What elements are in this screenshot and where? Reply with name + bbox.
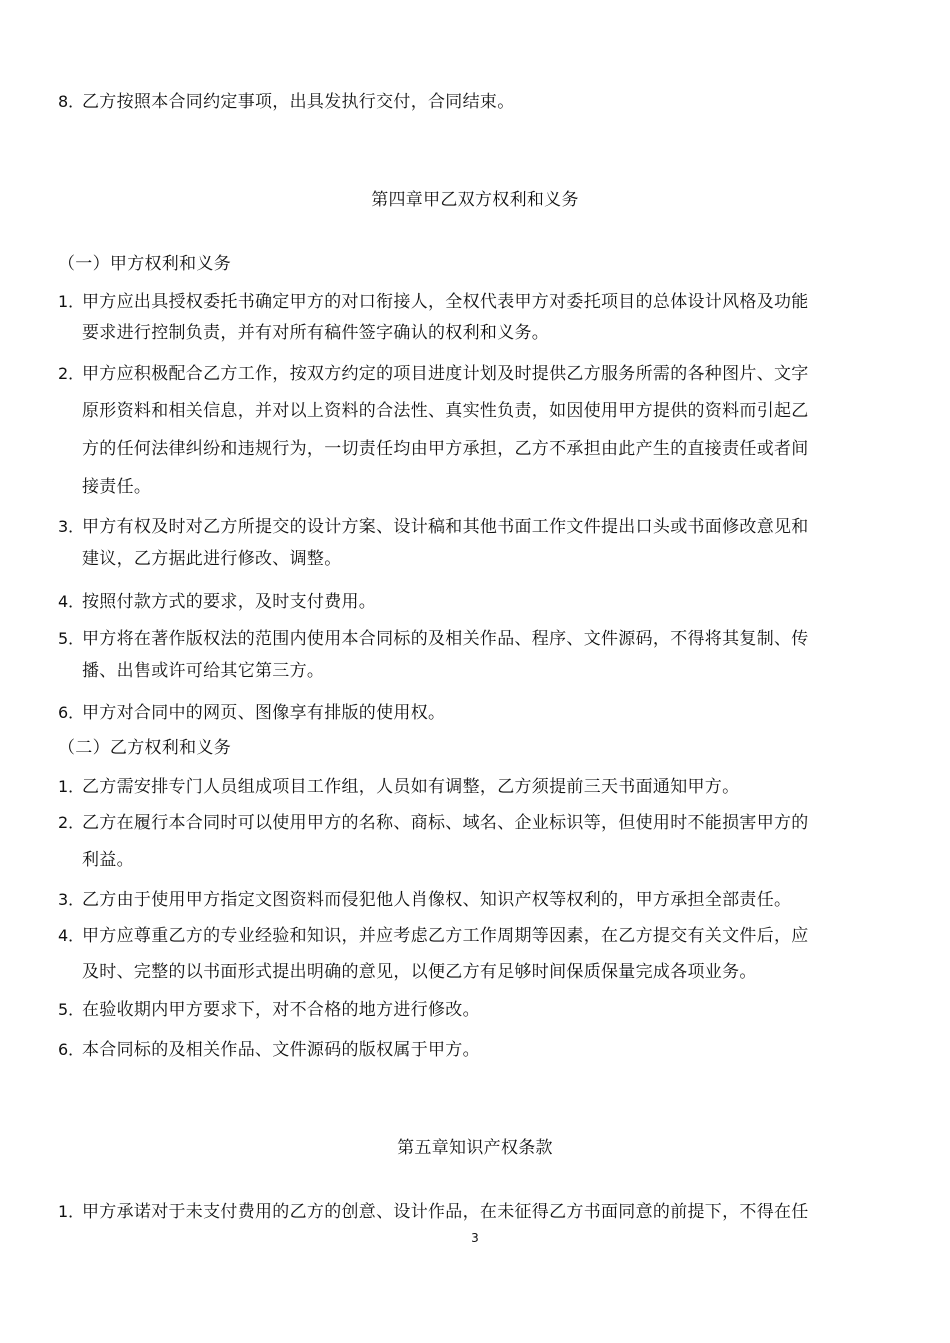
page-number: 3 — [471, 1231, 479, 1245]
item-text-line: 甲方应尊重乙方的专业经验和知识，并应考虑乙方工作周期等因素，在乙方提交有关文件后，应 — [82, 926, 809, 946]
chapter-heading: 第五章知识产权条款 — [397, 1138, 553, 1158]
item-text-line: 建议，乙方据此进行修改、调整。 — [82, 549, 342, 569]
item-number: 3． — [58, 890, 85, 909]
item-number: 1． — [58, 1202, 85, 1221]
item-text-line: 甲方对合同中的网页、图像享有排版的使用权。 — [82, 703, 446, 723]
item-number: 2． — [58, 364, 85, 383]
section-heading: （二）乙方权利和义务 — [58, 738, 231, 758]
item-text-line: 乙方在履行本合同时可以使用甲方的名称、商标、域名、企业标识等，但使用时不能损害甲方的 — [82, 813, 809, 833]
item-text: 乙方按照本合同约定事项，出具发执行交付，合同结束。 — [82, 92, 515, 112]
item-number: 4． — [58, 926, 85, 945]
item-text-line: 甲方承诺对于未支付费用的乙方的创意、设计作品，在未征得乙方书面同意的前提下，不得在任 — [82, 1202, 809, 1222]
item-number: 5． — [58, 629, 85, 648]
item-number: 5． — [58, 1000, 85, 1019]
item-text-line: 甲方应积极配合乙方工作，按双方约定的项目进度计划及时提供乙方服务所需的各种图片、文字 — [82, 364, 809, 384]
item-text-line: 及时、完整的以书面形式提出明确的意见，以便乙方有足够时间保质保量完成各项业务。 — [82, 962, 757, 982]
item-text-line: 方的任何法律纠纷和违规行为，一切责任均由甲方承担，乙方不承担由此产生的直接责任或者间 — [82, 439, 809, 459]
chapter-heading: 第四章甲乙双方权利和义务 — [371, 190, 579, 210]
item-text-line: 播、出售或许可给其它第三方。 — [82, 661, 325, 681]
item-number: 1． — [58, 292, 85, 311]
item-text-line: 甲方将在著作版权法的范围内使用本合同标的及相关作品、程序、文件源码，不得将其复制、传 — [82, 629, 809, 649]
section-heading: （一）甲方权利和义务 — [58, 254, 231, 274]
item-number: 8． — [58, 92, 85, 111]
item-text-line: 按照付款方式的要求，及时支付费用。 — [82, 592, 377, 612]
item-text-line: 要求进行控制负责，并有对所有稿件签字确认的权利和义务。 — [82, 323, 550, 343]
item-text-line: 原形资料和相关信息，并对以上资料的合法性、真实性负责，如因使用甲方提供的资料而引起乙 — [82, 401, 809, 421]
item-number: 6． — [58, 1040, 85, 1059]
item-number: 1． — [58, 777, 85, 796]
item-number: 4． — [58, 592, 85, 611]
item-text-line: 接责任。 — [82, 477, 152, 497]
item-text-line: 甲方应出具授权委托书确定甲方的对口衔接人，全权代表甲方对委托项目的总体设计风格及功能 — [82, 292, 809, 312]
item-text-line: 本合同标的及相关作品、文件源码的版权属于甲方。 — [82, 1040, 480, 1060]
item-number: 2． — [58, 813, 85, 832]
item-text-line: 乙方需安排专门人员组成项目工作组，人员如有调整，乙方须提前三天书面通知甲方。 — [82, 777, 740, 797]
item-text-line: 在验收期内甲方要求下，对不合格的地方进行修改。 — [82, 1000, 480, 1020]
item-text-line: 利益。 — [82, 850, 134, 870]
item-number: 6． — [58, 703, 85, 722]
item-text-line: 甲方有权及时对乙方所提交的设计方案、设计稿和其他书面工作文件提出口头或书面修改意见和 — [82, 517, 809, 537]
item-text-line: 乙方由于使用甲方指定文图资料而侵犯他人肖像权、知识产权等权利的，甲方承担全部责任。 — [82, 890, 792, 910]
item-number: 3． — [58, 517, 85, 536]
